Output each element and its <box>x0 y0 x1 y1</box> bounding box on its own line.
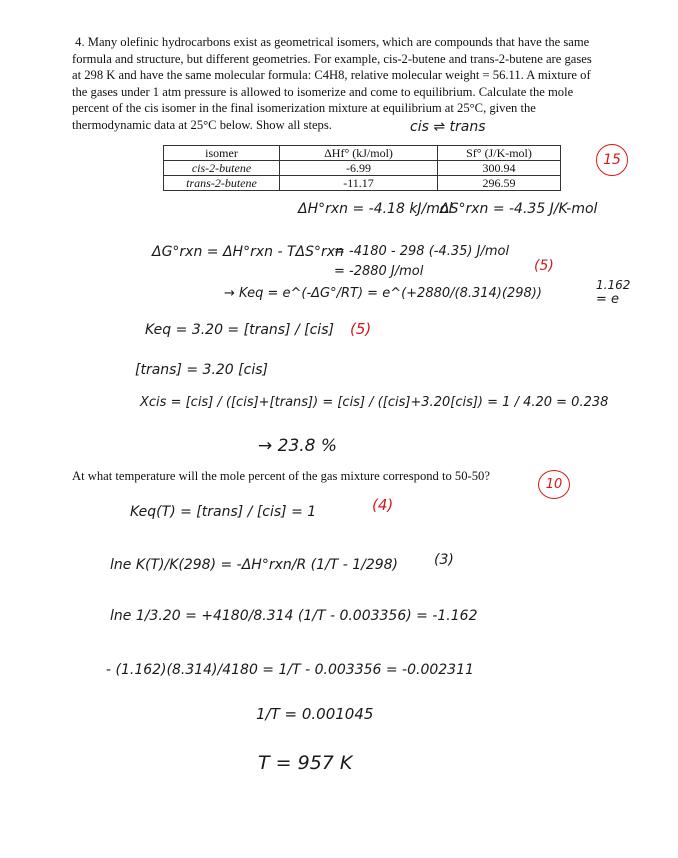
points-annotation: (5) <box>534 258 554 274</box>
keq-exponential: → Keq = e^(-ΔG°/RT) = e^(+2880/(8.314)(298)) <box>224 286 542 301</box>
score-circle-15: 15 <box>596 144 628 176</box>
keq-t-expression: Keq(T) = [trans] / [cis] = 1 <box>130 504 317 520</box>
table-row <box>164 176 561 191</box>
table-cell: -11.17 <box>280 176 438 191</box>
table-cell: 300.94 <box>438 161 561 176</box>
table-cell: 296.59 <box>438 176 561 191</box>
problem-line: at 298 K and have the same molecular formula: C4H8, relative molecular weight = 56.11. A mixture of <box>72 68 591 82</box>
exponent-value: 1.162 <box>596 278 631 292</box>
problem-line: thermodynamic data at 25°C below. Show all steps. <box>72 117 332 132</box>
trans-relation: [trans] = 3.20 [cis] <box>135 362 268 378</box>
delta-g-result: = -2880 J/mol <box>334 264 424 279</box>
exponent-base: = e <box>596 292 620 307</box>
final-temperature: T = 957 K <box>258 752 353 774</box>
table-cell: cis-2-butene <box>164 161 280 176</box>
points-annotation: (3) <box>434 552 454 568</box>
problem-line: percent of the cis isomer in the final isomerization mixture at equilibrium at 25°C, given the <box>72 101 536 115</box>
problem-line: 4. Many olefinic hydrocarbons exist as geometrical isomers, which are compounds that have the same <box>75 35 590 49</box>
table-header: Sf° (J/K-mol) <box>438 146 561 161</box>
thermo-data-table <box>163 145 561 191</box>
table-cell: trans-2-butene <box>164 176 280 191</box>
table-cell: -6.99 <box>280 161 438 176</box>
problem-statement <box>72 34 632 133</box>
mole-fraction-calc: Xcis = [cis] / ([cis]+[trans]) = [cis] / ([cis]+3.20[cis]) = 1 / 4.20 = 0.238 <box>140 395 609 410</box>
table-header: ΔHf° (kJ/mol) <box>280 146 438 161</box>
vant-hoff-substitution: lne 1/3.20 = +4180/8.314 (1/T - 0.003356) = -1.162 <box>110 608 478 624</box>
score-circle-10: 10 <box>538 470 570 499</box>
rearranged-equation: - (1.162)(8.314)/4180 = 1/T - 0.003356 = -0.002311 <box>106 662 474 678</box>
points-annotation: (4) <box>372 496 394 514</box>
question-two: At what temperature will the mole percent of the gas mixture correspond to 50-50? <box>72 469 490 483</box>
vant-hoff-equation: lne K(T)/K(298) = -ΔH°rxn/R (1/T - 1/298) <box>110 557 399 573</box>
table-row <box>164 161 561 176</box>
delta-g-definition: ΔG°rxn = ΔH°rxn - TΔS°rxn <box>152 244 344 260</box>
problem-number: 4. <box>75 35 85 49</box>
points-annotation: (5) <box>350 320 372 338</box>
delta-h-line: ΔH°rxn = -4.18 kJ/mol <box>298 201 453 217</box>
reaction-annotation: cis ⇌ trans <box>410 119 486 135</box>
delta-g-substitution: = -4180 - 298 (-4.35) J/mol <box>334 244 510 259</box>
table-header-row <box>164 146 561 161</box>
problem-line: the gases under 1 atm pressure is allowed to isomerize and come to equilibrium. Calculate the mole <box>72 84 574 99</box>
delta-s-line: ΔS°rxn = -4.35 J/K-mol <box>440 201 598 217</box>
problem-line: formula and structure, but different geometries. For example, cis-2-butene and trans-2-butene are gases <box>72 51 592 66</box>
inverse-temperature: 1/T = 0.001045 <box>256 705 374 723</box>
keq-value: Keq = 3.20 = [trans] / [cis] <box>145 322 334 338</box>
mole-percent-answer: → 23.8 % <box>258 436 338 456</box>
table-header: isomer <box>164 146 280 161</box>
